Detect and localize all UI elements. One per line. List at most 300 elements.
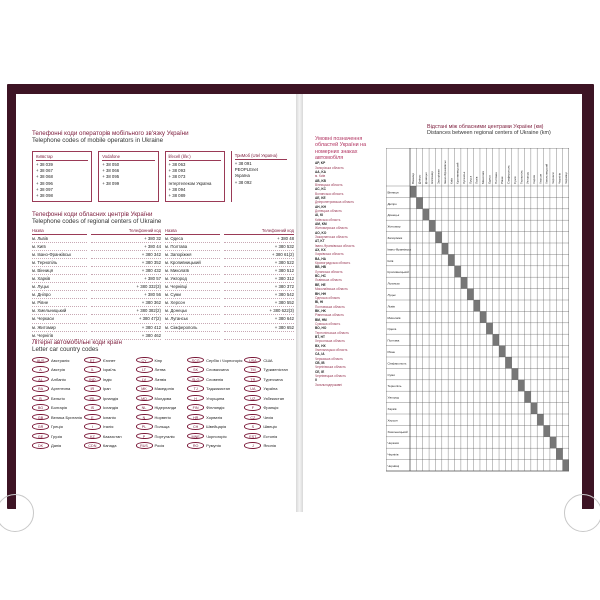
- operators-title-ua: Телефонні коди операторів мобільного зв'язку України: [32, 130, 189, 137]
- plate-region: Загальнодержавні: [315, 382, 343, 387]
- letter-code-item: [32, 422, 82, 430]
- distance-row-label: Черкаси: [387, 441, 400, 446]
- operator-code: + 38 099: [102, 180, 120, 186]
- city-code: + 380 432: [91, 267, 161, 275]
- country-name: Латвія: [154, 376, 167, 382]
- page-curl-right: [564, 494, 600, 532]
- country-plate-badge: SK: [187, 366, 204, 373]
- distance-col-label: Суми: [512, 176, 517, 184]
- country-plate-badge: TM: [244, 366, 261, 373]
- distance-col-label: Донецьк: [423, 172, 428, 184]
- distance-col-label: Сімферополь: [506, 165, 511, 184]
- distance-col-label: Запоріжжя: [436, 169, 441, 184]
- city-name: м. Дніпро: [32, 291, 87, 299]
- letter-code-item: [244, 403, 294, 411]
- city-name: м. Івано-Франківськ: [32, 251, 87, 259]
- distance-row-label: Рівне: [387, 350, 396, 355]
- plate-code: AI, KI: [315, 213, 324, 218]
- operator-code: + 38 096: [36, 180, 53, 186]
- distance-col-label: Кропивницький: [455, 162, 460, 184]
- country-name: Ісландія: [102, 405, 119, 411]
- city-name: м. Ужгород: [165, 275, 220, 283]
- letter-code-item: [244, 394, 294, 402]
- distance-row-label: Житомир: [387, 224, 401, 229]
- letter-code-item: [84, 422, 134, 430]
- plate-region: Рівненська область: [315, 313, 345, 318]
- country-plate-badge: EST: [244, 433, 261, 440]
- distance-row-label: Одеса: [387, 327, 397, 332]
- distance-col-label: Херсон: [538, 173, 543, 184]
- letter-code-item: [84, 384, 134, 392]
- distance-col-label: Луцьк: [468, 175, 473, 184]
- distance-diagonal-cell: [442, 243, 448, 254]
- country-plate-badge: NL: [136, 404, 153, 411]
- plate-region: Київська область: [315, 217, 341, 222]
- country-plate-badge: AUS: [32, 357, 49, 364]
- city-code: + 380 48: [224, 235, 294, 243]
- letter-code-item: [244, 441, 294, 449]
- country-name: Литва: [154, 367, 166, 373]
- city-name: м. Луцьк: [32, 283, 87, 291]
- plates-title: Умовні позначення областей України на номерних знаках автомобіля: [315, 136, 367, 161]
- plate-region: Запорізька область: [315, 165, 344, 170]
- operator-code: + 38 073: [168, 174, 186, 180]
- distance-row-label: Львів: [387, 304, 395, 309]
- city-code: + 380 362: [91, 299, 161, 307]
- distance-heading: [427, 124, 551, 136]
- letter-code-item: [32, 413, 82, 421]
- plate-code: AT, KT: [315, 239, 325, 244]
- city-name: м. Чернігів: [32, 332, 87, 340]
- distance-col-label: Миколаїв: [481, 171, 486, 184]
- country-name: Албанія: [51, 376, 66, 382]
- distance-diagonal-cell: [461, 277, 467, 288]
- country-plate-badge: HR: [187, 414, 204, 421]
- operator-code: + 38 067: [36, 168, 53, 174]
- letter-code-item: [187, 394, 242, 402]
- city-code: + 380 532: [224, 243, 294, 251]
- letter-code-item: [136, 356, 186, 364]
- letter-code-item: [32, 375, 82, 383]
- country-plate-badge: IL: [84, 366, 101, 373]
- operators-grid: [32, 151, 290, 202]
- country-name: Росія: [154, 443, 165, 449]
- distance-diagonal-cell: [480, 311, 486, 322]
- country-name: Чехія: [263, 414, 274, 420]
- plate-code: AP, KP: [315, 161, 326, 166]
- city-name: м. Київ: [32, 243, 87, 251]
- distance-diagonal-cell: [537, 414, 543, 425]
- city-name: м. Вінниця: [32, 267, 87, 275]
- country-name: Болгарія: [51, 405, 67, 411]
- country-name: США: [263, 357, 273, 363]
- country-name: Швейцарія: [206, 424, 227, 430]
- plate-code: BO, HO: [315, 326, 327, 331]
- country-name: Грузія: [51, 433, 63, 439]
- distance-diagonal-cell: [416, 197, 422, 208]
- country-plate-badge: IR: [84, 385, 101, 392]
- cities-table: [32, 228, 294, 340]
- operator-code: + 38 098: [36, 193, 53, 199]
- plate-region: Житомирська область: [315, 226, 348, 231]
- distance-row-label: Запоріжжя: [387, 236, 403, 241]
- operator-code: + 38 068: [36, 174, 53, 180]
- plate-code: CA, IA: [315, 352, 325, 357]
- city-code: + 380 652: [224, 324, 294, 332]
- letter-code-item: [84, 441, 134, 449]
- country-name: Канада: [102, 443, 117, 449]
- col-header-name: Назва: [165, 228, 220, 235]
- operator-name: Vodafone: [102, 154, 154, 161]
- plate-region: Полтавська область: [315, 304, 345, 309]
- distance-col-label: Черкаси: [551, 172, 556, 184]
- distance-row-label: Чернігів: [387, 452, 399, 457]
- distance-col-label: Одеса: [487, 175, 492, 184]
- city-name: м. Чернівці: [165, 283, 220, 291]
- distance-diagonal-cell: [550, 437, 556, 448]
- plate-region: Тернопільська область: [315, 330, 349, 335]
- city-code: + 380 522: [224, 259, 294, 267]
- country-plate-badge: CH: [187, 423, 204, 430]
- country-plate-badge: LV: [136, 376, 153, 383]
- country-plate-badge: RUS: [136, 442, 153, 449]
- country-plate-badge: MNE: [187, 433, 204, 440]
- country-name: Угорщина: [206, 395, 225, 401]
- distance-row-label: Сімферополь: [387, 361, 407, 366]
- plate-region: Черкаська область: [315, 356, 344, 361]
- country-plate-badge: CY: [136, 357, 153, 364]
- letter-code-item: [136, 403, 186, 411]
- country-name: Естонія: [263, 433, 278, 439]
- city-code: + 380 57: [91, 275, 161, 283]
- country-plate-badge: J: [244, 442, 261, 449]
- distance-diagonal-cell: [435, 232, 441, 243]
- city-name: м. Донецьк: [165, 307, 220, 315]
- country-plate-badge: SLO: [187, 376, 204, 383]
- cities-heading: [32, 211, 161, 225]
- distance-diagonal-cell: [486, 323, 492, 334]
- distance-row-label: Харків: [387, 407, 397, 412]
- distance-col-label: Чернігів: [557, 172, 562, 184]
- plate-region: Луганська область: [315, 269, 343, 274]
- city-name: м. Сімферополь: [165, 324, 220, 332]
- plate-code: BC, HC: [315, 274, 326, 279]
- plate-code: BM, HM: [315, 317, 327, 322]
- distance-col-label: Чернівці: [563, 172, 568, 184]
- country-plate-badge: B: [32, 395, 49, 402]
- distance-col-label: Київ: [449, 178, 454, 184]
- col-header-code: Телефонний код: [91, 228, 161, 235]
- cities-title-en: Telephone codes of regional centers of Ukraine: [32, 218, 162, 225]
- letter-code-item: [244, 365, 294, 373]
- country-name: Швеція: [263, 424, 277, 430]
- operator-box: [98, 151, 158, 202]
- letter-code-item: [187, 422, 242, 430]
- distance-diagonal-cell: [429, 220, 435, 231]
- city-code: + 380 312: [224, 275, 294, 283]
- country-name: Японія: [263, 443, 276, 449]
- country-name: Іспанія: [102, 414, 116, 420]
- plate-code: BK, HK: [315, 308, 326, 313]
- plate-code: BH, HH: [315, 291, 326, 296]
- distance-row-label: Миколаїв: [387, 315, 401, 320]
- letter-code-item: [32, 403, 82, 411]
- distance-col-label: Львів: [474, 176, 479, 184]
- plates-list: [315, 136, 371, 387]
- operator-code: + 38 094: [168, 186, 186, 192]
- city-name: м. Черкаси: [32, 315, 87, 323]
- city-code: + 380 372: [224, 283, 294, 291]
- country-name: Македонія: [154, 386, 174, 392]
- city-name: м. Луганськ: [165, 315, 220, 323]
- country-name: Туреччина: [263, 376, 283, 382]
- country-name: Данія: [51, 443, 62, 449]
- letter-code-item: [136, 422, 186, 430]
- distance-diagonal-cell: [410, 186, 416, 197]
- city-name: м. Полтава: [165, 243, 220, 251]
- country-name: Франція: [263, 405, 279, 411]
- plate-region: Хмельницька область: [315, 347, 348, 352]
- letters-title-ua: Літерні автомобільні коди країн: [32, 339, 122, 346]
- country-plate-badge: F: [244, 404, 261, 411]
- country-name: Молдова: [154, 395, 172, 401]
- letter-code-item: [187, 375, 242, 383]
- city-code: + 380 61(2): [224, 251, 294, 259]
- country-name: Хорватія: [206, 414, 223, 420]
- city-name: м. Кропивницький: [165, 259, 220, 267]
- distance-diagonal-cell: [467, 289, 473, 300]
- plate-region: Дніпропетровська область: [315, 200, 355, 205]
- letter-code-item: [84, 365, 134, 373]
- country-name: Норвегія: [154, 414, 171, 420]
- country-name: Туркменістан: [263, 367, 288, 373]
- operators-heading: [32, 130, 189, 144]
- city-name: м. Миколаїв: [165, 267, 220, 275]
- letter-code-item: [244, 413, 294, 421]
- distance-diagonal-cell: [524, 391, 530, 402]
- country-name: Італія: [102, 424, 114, 430]
- country-plate-badge: AL: [32, 376, 49, 383]
- country-plate-badge: CDN: [84, 442, 101, 449]
- plate-region: м. Київ: [315, 174, 326, 179]
- country-name: Ірландія: [102, 395, 119, 401]
- plate-region: Херсонська область: [315, 339, 346, 344]
- letter-code-item: [244, 375, 294, 383]
- distance-row-label: Донецьк: [387, 213, 400, 218]
- country-name: Іран: [102, 386, 111, 392]
- operator-box: [165, 151, 225, 202]
- letter-code-item: [136, 375, 186, 383]
- distance-diagonal-cell: [556, 448, 562, 459]
- country-plate-badge: MD: [136, 395, 153, 402]
- operator-code: + 38 091: [234, 161, 252, 166]
- letter-code-item: [187, 432, 242, 440]
- city-code: + 380 642: [224, 315, 294, 323]
- plate-code: CB, IB: [315, 361, 325, 365]
- country-plate-badge: ET: [84, 357, 101, 364]
- country-name: Австралія: [51, 357, 70, 363]
- city-name: м. Хмельницький: [32, 307, 87, 315]
- city-code: + 380 32: [91, 235, 161, 243]
- country-name: Чорногорія: [206, 433, 227, 439]
- plate-code: AE, KE: [315, 195, 326, 200]
- distance-row-label: Івано-Франківськ: [387, 247, 412, 252]
- distance-col-label: Хмельницький: [544, 163, 549, 184]
- plate-region: Кіровоградська область: [315, 261, 351, 266]
- plate-code: BE, HE: [315, 282, 326, 287]
- operator-box: [32, 151, 92, 202]
- city-name: м. Суми: [165, 291, 220, 299]
- letter-code-item: [136, 441, 186, 449]
- city-name: м. Львів: [32, 235, 87, 243]
- plate-region: Закарпатська область: [315, 235, 348, 240]
- distance-col-label: Харків: [531, 175, 536, 184]
- letter-code-item: [244, 432, 294, 440]
- country-name: Єгипет: [102, 357, 116, 363]
- distance-row-label: Дніпро: [387, 201, 397, 206]
- letter-code-item: [136, 384, 186, 392]
- distance-title-en: Distances between regional centers of Ukraine (km): [427, 130, 551, 136]
- distance-row-label: Полтава: [387, 338, 400, 343]
- city-name: м. Житомир: [32, 324, 87, 332]
- plate-code: BT, HT: [315, 334, 325, 339]
- letter-codes-grid: [32, 356, 294, 450]
- letter-code-item: [32, 432, 82, 440]
- distance-col-label: Дніпро: [417, 174, 422, 184]
- country-plate-badge: GR: [32, 423, 49, 430]
- plate-code: BX, HX: [315, 343, 326, 348]
- operator-code: + 38 095: [102, 174, 120, 180]
- operator-code: + 38 093: [168, 168, 186, 174]
- letter-code-item: [244, 356, 294, 364]
- city-code: + 380 542: [224, 291, 294, 299]
- country-plate-badge: FIN: [187, 404, 204, 411]
- city-name: [165, 332, 220, 340]
- country-plate-badge: CZ: [244, 414, 261, 421]
- country-plate-badge: IRL: [84, 395, 101, 402]
- distance-diagonal-cell: [448, 254, 454, 265]
- distance-diagonal-cell: [531, 403, 537, 414]
- country-plate-badge: A: [32, 366, 49, 373]
- plate-code: AB, KB: [315, 178, 326, 183]
- country-plate-badge: P: [136, 433, 153, 440]
- operator-code: + 38 063: [168, 162, 186, 167]
- country-plate-badge: MK: [136, 385, 153, 392]
- distance-col-label: Тернопіль: [519, 170, 524, 184]
- country-plate-badge: GE: [32, 433, 49, 440]
- plate-region: Львівська область: [315, 278, 342, 283]
- letter-code-item: [32, 384, 82, 392]
- letter-code-item: [32, 441, 82, 449]
- letter-code-item: [244, 384, 294, 392]
- city-code: + 380 47(2): [91, 315, 161, 323]
- letter-code-item: [187, 403, 242, 411]
- letter-code-item: [136, 365, 186, 373]
- letter-code-item: [32, 356, 82, 364]
- country-plate-badge: E: [84, 414, 101, 421]
- letters-heading: [32, 339, 122, 353]
- plate-code: BB, HB: [315, 265, 326, 270]
- country-name: Індія: [102, 376, 112, 382]
- country-name: Кіпр: [154, 357, 163, 363]
- page-curl-left: [0, 494, 34, 532]
- distance-row-label: Київ: [387, 258, 394, 263]
- city-code: + 380 44: [91, 243, 161, 251]
- city-name: м. Харків: [32, 275, 87, 283]
- letter-code-item: [187, 441, 242, 449]
- distance-diagonal-cell: [505, 357, 511, 368]
- city-code: + 380 552: [224, 299, 294, 307]
- country-name: Словенія: [206, 376, 224, 382]
- plate-region: Донецька область: [315, 208, 342, 213]
- plate-region: Волинська область: [315, 191, 344, 196]
- plate-code: AM, KM: [315, 222, 327, 226]
- operator-name: Київстар: [36, 154, 88, 161]
- country-plate-badge: USA: [244, 357, 261, 364]
- plate-code: CE, IE: [315, 369, 325, 374]
- distance-col-label: Ужгород: [525, 172, 530, 184]
- letter-code-item: [84, 356, 134, 364]
- distance-col-label: Луганськ: [462, 171, 467, 184]
- distance-row-label: Херсон: [387, 418, 398, 423]
- country-plate-badge: I: [84, 423, 101, 430]
- country-plate-badge: H: [187, 395, 204, 402]
- plate-region: Чернівецька область: [315, 374, 346, 379]
- letter-code-item: [136, 394, 186, 402]
- country-plate-badge: IND: [84, 376, 101, 383]
- distance-diagonal-cell: [512, 368, 518, 379]
- distance-row-label: Чернівці: [387, 464, 400, 469]
- city-name: м. Тернопіль: [32, 259, 87, 267]
- city-code: [224, 332, 294, 340]
- distance-title-ua: Відстані між обласними центрами України (км): [427, 124, 544, 130]
- distance-diagonal-cell: [518, 380, 524, 391]
- letter-code-item: [136, 432, 186, 440]
- distance-row-label: Кропивницький: [387, 270, 409, 275]
- country-name: Польща: [154, 424, 170, 430]
- plate-region: Чернігівська область: [315, 365, 346, 370]
- col-header-code: Телефонний код: [224, 228, 294, 235]
- country-plate-badge: TR: [244, 376, 261, 383]
- country-name: Казахстан: [102, 433, 122, 439]
- city-name: м. Херсон: [165, 299, 220, 307]
- operator-code: + 38 050: [102, 162, 120, 167]
- left-page: [16, 94, 296, 512]
- distance-diagonal-cell: [493, 334, 499, 345]
- letter-code-item: [84, 403, 134, 411]
- operators-title-en: Telephone codes of mobile operators in Ukraine: [32, 137, 164, 144]
- plate-region: Харківська область: [315, 252, 344, 257]
- distance-diagonal-cell: [499, 346, 505, 357]
- plate-code: AA, KA: [315, 169, 326, 174]
- country-name: Австрія: [51, 367, 65, 373]
- distance-col-label: Житомир: [430, 171, 435, 184]
- country-name: Нідерланди: [154, 405, 177, 411]
- country-name: Румунія: [206, 443, 221, 449]
- plate-code: BA, HA: [315, 256, 326, 261]
- letter-code-item: [244, 422, 294, 430]
- operator-code: + 38 066: [102, 168, 120, 174]
- letter-code-item: [84, 375, 134, 383]
- distance-diagonal-cell: [544, 425, 550, 436]
- distance-diagonal-cell: [474, 300, 480, 311]
- city-name: м. Рівне: [32, 299, 87, 307]
- plate-code: BI, HI: [315, 300, 324, 305]
- country-name: Греція: [51, 424, 63, 430]
- plate-code: AO, KO: [315, 230, 327, 235]
- operator-name: lifecell (life:): [169, 154, 221, 161]
- city-name: м. Запоріжжя: [165, 251, 220, 259]
